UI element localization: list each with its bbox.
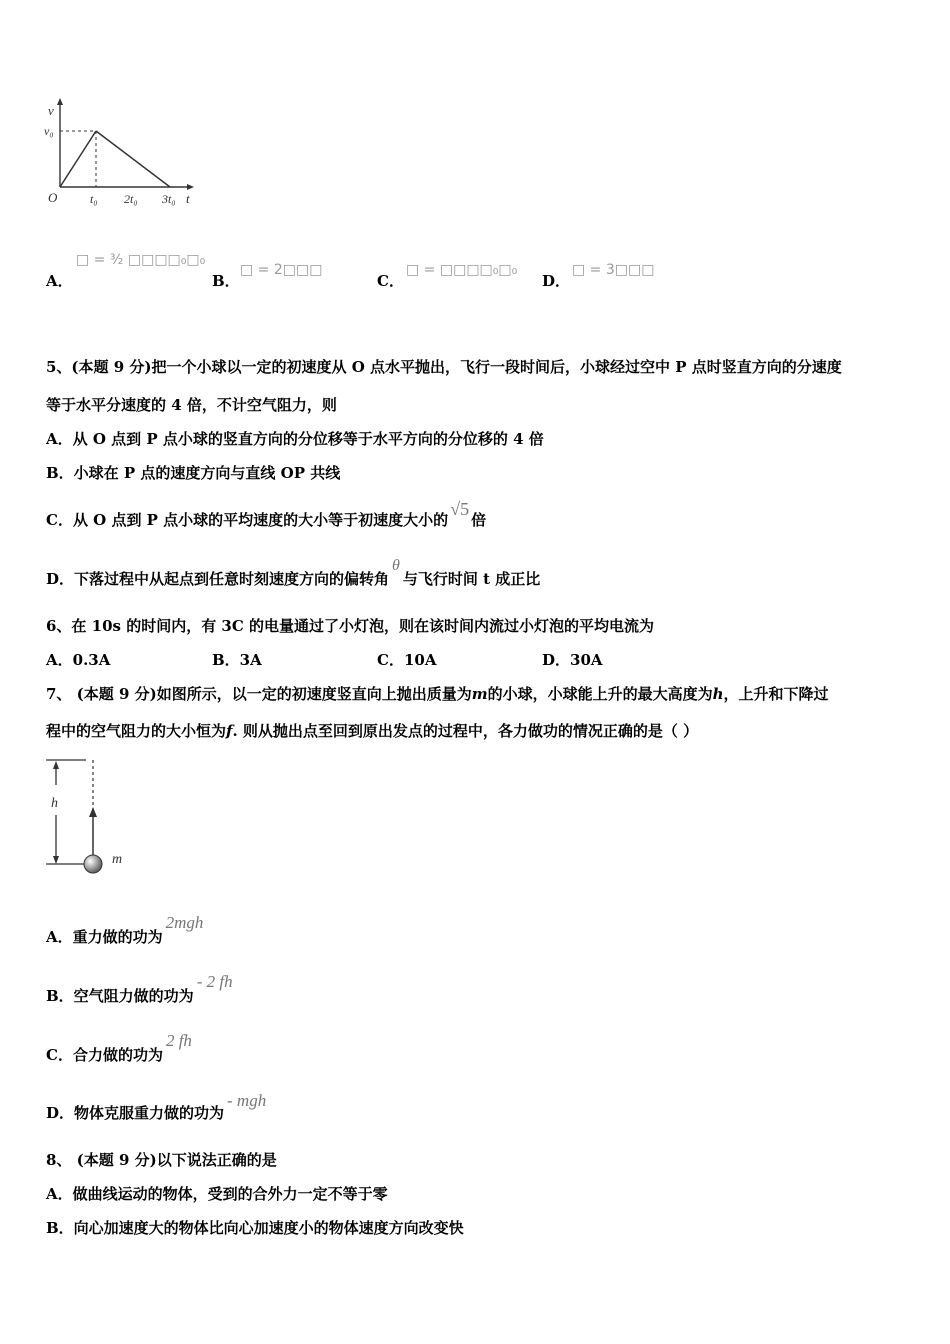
rise-line (60, 131, 96, 187)
origin-label: O (48, 190, 58, 205)
q4-option-b-formula: □ = 2□□□ (240, 262, 323, 278)
v-axis-arrow (57, 98, 63, 105)
t-label: t (186, 191, 190, 206)
velocity-arrow-head (89, 807, 97, 817)
q7-option-d: D．物体克服重力做的功为- mgh (46, 1091, 267, 1122)
mass-label: m (112, 852, 123, 867)
v0-label: v₀ (44, 124, 54, 138)
q7-option-a: A．重力做的功为2mgh (46, 913, 204, 946)
v-label: v (48, 103, 54, 118)
height-label: h (51, 796, 58, 811)
2t0-label: 2t₀ (124, 192, 138, 206)
q7-option-c-formula: 2 fh (165, 1031, 192, 1050)
q7-option-a-formula: 2mgh (165, 913, 204, 932)
q7-option-d-formula: - mgh (227, 1091, 267, 1110)
q6-option-d: D．30A (542, 651, 603, 669)
vt-graph (40, 95, 205, 215)
q4-option-a: A． (46, 272, 73, 290)
q4-option-d-formula: □ = 3□□□ (572, 262, 655, 278)
q7-stem-line2: 程中的空气阻力的大小恒为f. 则从抛出点至回到原出发点的过程中，各力做功的情况正确的是（ ） (46, 722, 699, 740)
q5-stem-line2: 等于水平分速度的 4 倍，不计空气阻力，则 (46, 396, 337, 414)
q7-option-c: C．合力做的功为2 fh (46, 1031, 192, 1064)
q5-option-c (46, 499, 487, 530)
q6-stem: 6、在 10s 的时间内，有 3C 的电量通过了小灯泡，则在该时间内流过小灯泡的平均电流为 (46, 617, 655, 635)
q6-option-c: C．10A (377, 651, 437, 669)
q7-option-b: B．空气阻力做的功为- 2 fh (46, 972, 233, 1005)
q5-option-a: A．从 O 点到 P 点小球的竖直方向的分位移等于水平方向的分位移的 4 倍 (46, 430, 544, 448)
fall-line (96, 131, 170, 187)
q5-option-d-formula: θ (392, 557, 400, 574)
height-arrow-down-head (53, 856, 59, 864)
q7-option-b-formula: - 2 fh (196, 972, 233, 991)
q8-stem: 8、 (本题 9 分)以下说法正确的是 (46, 1151, 277, 1169)
q4-option-c: C． (377, 272, 404, 290)
q5-option-c-text: C．从 O 点到 P 点小球的平均速度的大小等于初速度大小的 (46, 511, 449, 529)
height-arrow-up-head (53, 761, 59, 769)
q5-option-d-tail: 与飞行时间 t 成正比 (402, 570, 541, 588)
q5-option-b: B．小球在 P 点的速度方向与直线 OP 共线 (46, 464, 341, 482)
q5-stem-line1: 5、(本题 9 分)把一个小球以一定的初速度从 O 点水平抛出，飞行一段时间后，小球经过空中 P 点时竖直方向的分速度 (46, 358, 842, 376)
q8-option-a: A．做曲线运动的物体，受到的合外力一定不等于零 (46, 1185, 388, 1203)
q5-option-c-tail: 倍 (471, 511, 487, 529)
q4-option-a-formula: □ = ³⁄₂ □□□□₀□₀ (76, 252, 206, 268)
q6-option-b: B．3A (212, 651, 262, 669)
q4-option-d: D． (542, 272, 571, 290)
q8-option-b: B．向心加速度大的物体比向心加速度小的物体速度方向改变快 (46, 1219, 464, 1237)
ball (84, 855, 102, 873)
q4-option-b: B． (212, 272, 240, 290)
3t0-label: 3t₀ (162, 192, 176, 206)
q7-figure (40, 755, 150, 880)
t-axis-arrow (187, 184, 194, 190)
q5-option-c-formula: √5 (450, 499, 470, 519)
q6-option-a: A．0.3A (46, 651, 111, 669)
q5-option-d (46, 557, 541, 589)
q5-option-d-text: D．下落过程中从起点到任意时刻速度方向的偏转角 (46, 570, 390, 588)
q4-option-c-formula: □ = □□□□₀□₀ (406, 262, 518, 278)
t0-label: t₀ (90, 192, 98, 206)
q7-stem-line1: 7、 (本题 9 分)如图所示，以一定的初速度竖直向上抛出质量为m的小球，小球能上升的最大高度为h，上升和下降过 (46, 685, 829, 703)
